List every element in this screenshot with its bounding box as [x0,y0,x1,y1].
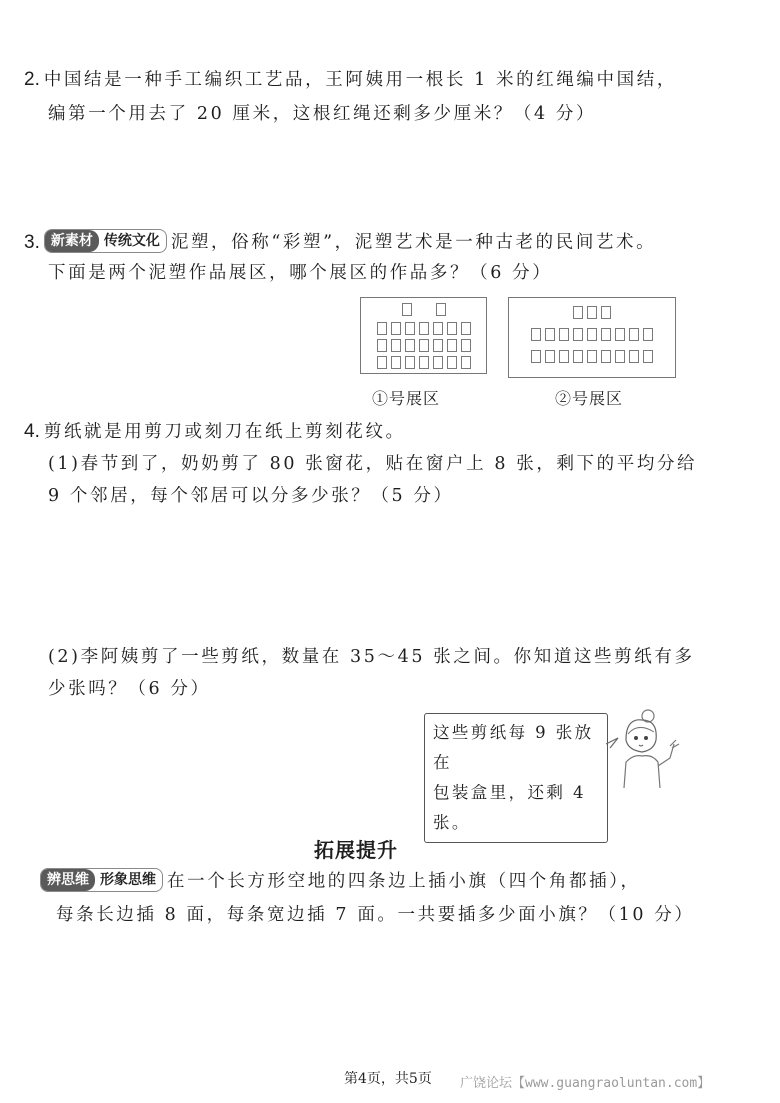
q4-part2-line1: (2)李阿姨剪了一些剪纸，数量在 35～45 张之间。你知道这些剪纸有多 [48,647,695,667]
q4-part1-line1: (1)春节到了，奶奶剪了 80 张窗花，贴在窗户上 8 张，剩下的平均分给 [48,454,698,474]
artwork-icon [461,356,471,369]
tag-visual-thinking: 形象思维 [100,872,156,888]
extension-line2: 每条长边插 8 面，每条宽边插 7 面。一共要插多少面小旗？（10 分） [56,905,695,925]
bubble-line1: 这些剪纸每 9 张放在 [433,723,594,772]
q4-part1-line2: 9 个邻居，每个邻居可以分多少张？（5 分） [48,486,454,506]
q3-number: 3. [24,231,40,253]
tag-thinking: 辨思维 [41,869,95,891]
artwork-icon [587,306,597,319]
artwork-icon [391,322,401,335]
artwork-icon [405,322,415,335]
q4-intro: 4. 剪纸就是用剪刀或刻刀在纸上剪刻花纹。 [24,421,406,442]
artwork-icon [559,350,569,363]
q2-line1: 2. 中国结是一种手工编织工艺品，王阿姨用一根长 1 米的红绳编中国结， [24,69,677,90]
q4-part2-line2: 少张吗？（6 分） [48,679,211,699]
tag-new-material: 新素材 [45,230,99,252]
artwork-icon [587,328,597,341]
page-number: 第4页，共5页 [344,1071,432,1087]
artwork-icon [629,350,639,363]
bubble-line2: 包装盒里，还剩 4 张。 [433,783,586,832]
extension-line1: 辨思维 形象思维 在一个长方形空地的四条边上插小旗（四个角都插）， [40,870,641,894]
q2-number: 2. [24,69,40,90]
exhibit-1-row-1 [361,303,486,316]
artwork-icon [447,322,457,335]
artwork-icon [545,328,555,341]
q3-tag [44,229,167,253]
artwork-icon [643,328,653,341]
watermark: 广饶论坛【www.guangraoluntan.com】 [460,1076,711,1091]
artwork-icon [629,328,639,341]
artwork-icon [402,303,412,316]
artwork-icon [461,339,471,352]
artwork-icon [419,356,429,369]
exhibit-2-row-3 [509,350,675,363]
girl-character-icon [604,704,684,788]
q2-line2: 编第一个用去了 20 厘米，这根红绳还剩多少厘米？（4 分） [48,104,597,124]
exhibit-2-diagram [508,297,676,378]
tag-traditional-culture: 传统文化 [103,233,160,249]
artwork-icon [419,339,429,352]
artwork-icon [377,356,387,369]
artwork-icon [419,322,429,335]
artwork-icon [573,328,583,341]
artwork-icon [433,339,443,352]
exhibit-1-row-3 [361,339,486,352]
q4-number: 4. [24,421,40,442]
artwork-icon [601,306,611,319]
q3-line2: 下面是两个泥塑作品展区，哪个展区的作品多？（6 分） [48,263,553,283]
artwork-icon [405,339,415,352]
hint-speech-bubble [424,713,608,843]
artwork-icon [377,339,387,352]
artwork-icon [447,339,457,352]
artwork-icon [461,322,471,335]
artwork-icon [436,303,446,316]
artwork-icon [531,350,541,363]
artwork-icon [545,350,555,363]
artwork-icon [447,356,457,369]
exhibit-1-row-2 [361,322,486,335]
artwork-icon [643,350,653,363]
artwork-icon [615,350,625,363]
artwork-icon [433,356,443,369]
artwork-icon [405,356,415,369]
exhibit-1-diagram [360,297,487,374]
artwork-icon [573,350,583,363]
artwork-icon [587,350,597,363]
artwork-icon [391,356,401,369]
artwork-icon [559,328,569,341]
artwork-icon [601,350,611,363]
q3-line1: 3. 新素材 传统文化 泥塑，俗称“彩塑”，泥塑艺术是一种古老的民间艺术。 [24,231,656,255]
extension-tag [40,868,163,892]
exhibit-1-label: ①号展区 [372,389,441,408]
exhibit-2-row-1 [509,306,675,319]
artwork-icon [377,322,387,335]
artwork-icon [615,328,625,341]
section-title-extension: 拓展提升 [314,838,398,862]
exhibit-1-row-4 [361,356,486,369]
artwork-icon [601,328,611,341]
artwork-icon [531,328,541,341]
artwork-icon [433,322,443,335]
exhibit-2-row-2 [509,328,675,341]
exhibit-2-label: ②号展区 [555,389,624,408]
artwork-icon [573,306,583,319]
artwork-icon [391,339,401,352]
